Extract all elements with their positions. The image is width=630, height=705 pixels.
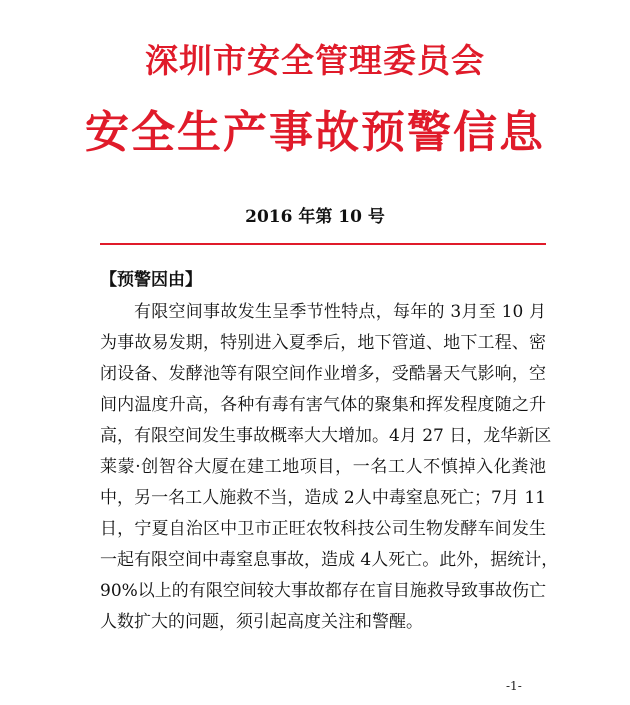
body-paragraph bbox=[100, 297, 559, 638]
organization-title: 深圳市安全管理委员会 bbox=[145, 41, 485, 80]
body-line: 人数扩大的问题，须引起高度关注和警醒。 bbox=[100, 612, 423, 632]
body-line: 中，另一名工人施救不当，造成 2人中毒窒息死亡；7月 11 bbox=[100, 488, 546, 508]
body-line: 有限空间事故发生呈季节性特点，每年的 3月至 10 月 bbox=[134, 302, 546, 322]
body-line: 莱蒙·创智谷大厦在建工地项目，一名工人不慎掉入化粪池 bbox=[100, 457, 546, 477]
body-line: 日，宁夏自治区中卫市正旺农牧科技公司生物发酵车间发生 bbox=[100, 519, 546, 539]
body-line: 90%以上的有限空间较大事故都存在盲目施救导致事故伤亡 bbox=[100, 581, 546, 601]
body-line: 为事故易发期，特别进入夏季后，地下管道、地下工程、密 bbox=[100, 333, 546, 353]
body-line: 高，有限空间发生事故概率大大增加。4月 27 日，龙华新区 bbox=[100, 426, 552, 446]
red-divider-line bbox=[100, 243, 546, 245]
issue-number: 2016 年第 10 号 bbox=[245, 207, 385, 227]
page-number: -1- bbox=[506, 679, 522, 693]
document-title: 安全生产事故预警信息 bbox=[85, 107, 545, 158]
section-heading: 【预警因由】 bbox=[100, 270, 202, 290]
body-line: 间内温度升高，各种有毒有害气体的聚集和挥发程度随之升 bbox=[100, 395, 546, 415]
body-line: 一起有限空间中毒窒息事故，造成 4人死亡。此外，据统计， bbox=[100, 550, 559, 570]
body-line: 闭设备、发酵池等有限空间作业增多，受酷暑天气影响，空 bbox=[100, 364, 546, 384]
